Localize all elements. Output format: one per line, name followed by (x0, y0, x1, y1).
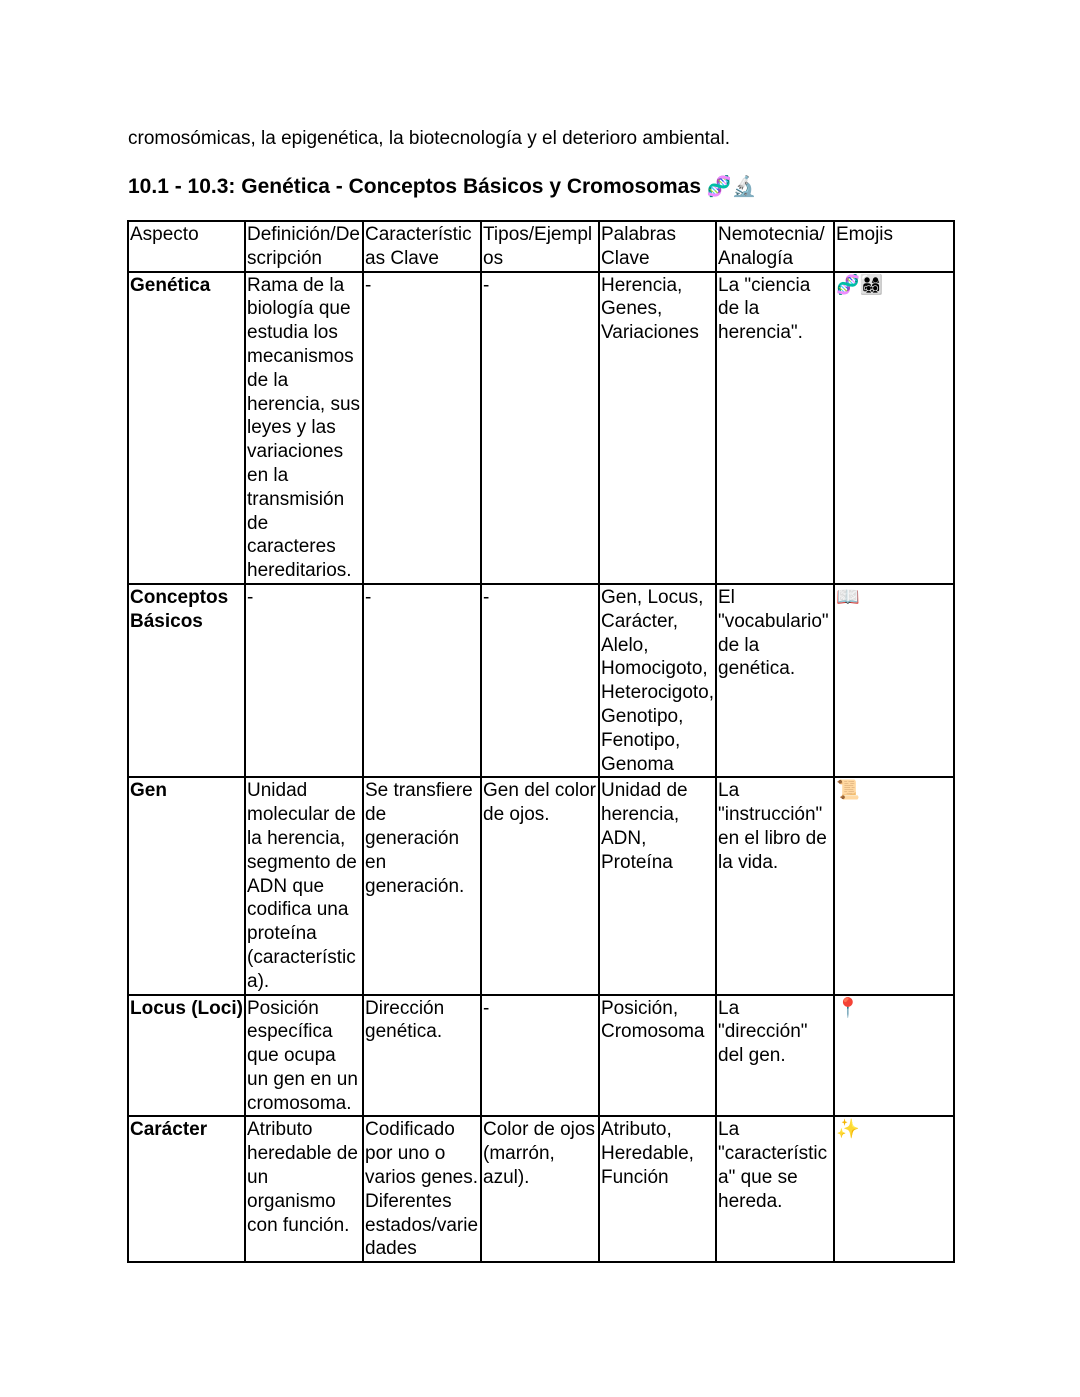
row-keywords: Unidad de herencia, ADN, Proteína (599, 777, 716, 994)
row-examples: Gen del color de ojos. (481, 777, 599, 994)
header-definicion: Definición/Descripción (245, 221, 363, 272)
row-aspect: Carácter (128, 1116, 245, 1262)
header-aspecto: Aspecto (128, 221, 245, 272)
table-row (128, 584, 954, 777)
row-mnemonic: La "instrucción" en el libro de la vida. (716, 777, 834, 994)
row-mnemonic: La "dirección" del gen. (716, 995, 834, 1117)
header-emojis: Emojis (834, 221, 954, 272)
table-row (128, 272, 954, 584)
row-definition: Rama de la biología que estudia los mecanismos de la herencia, sus leyes y las variaciones en la transmisión de caracteres hereditarios. (245, 272, 363, 584)
dna-family-icon: 🧬👨‍👩‍👧‍👦 (834, 272, 954, 584)
row-examples: - (481, 584, 599, 777)
row-aspect: Conceptos Básicos (128, 584, 245, 777)
section-heading (128, 172, 757, 202)
header-palabras: Palabras Clave (599, 221, 716, 272)
table-header-row (128, 221, 954, 272)
table-row (128, 777, 954, 994)
genetics-table (127, 220, 955, 1263)
row-definition: - (245, 584, 363, 777)
row-keywords: Gen, Locus, Carácter, Alelo, Homocigoto, Heterocigoto, Genotipo, Fenotipo, Genoma (599, 584, 716, 777)
row-aspect: Gen (128, 777, 245, 994)
intro-text: cromosómicas, la epigenética, la biotecnología y el deterioro ambiental. (128, 128, 730, 149)
table-row (128, 1116, 954, 1262)
row-keywords: Posición, Cromosoma (599, 995, 716, 1117)
row-features: Dirección genética. (363, 995, 481, 1117)
row-examples: Color de ojos (marrón, azul). (481, 1116, 599, 1262)
row-features: - (363, 272, 481, 584)
table-row (128, 995, 954, 1117)
row-examples: - (481, 272, 599, 584)
scroll-icon: 📜 (834, 777, 954, 994)
header-caracteristicas: Características Clave (363, 221, 481, 272)
row-aspect: Genética (128, 272, 245, 584)
row-definition: Posición específica que ocupa un gen en un cromosoma. (245, 995, 363, 1117)
row-mnemonic: La "característica" que se hereda. (716, 1116, 834, 1262)
dna-microscope-icon: 🧬🔬 (706, 176, 757, 198)
row-features: Codificado por uno o varios genes. Diferentes estados/variedades (363, 1116, 481, 1262)
row-mnemonic: La "ciencia de la herencia". (716, 272, 834, 584)
row-examples: - (481, 995, 599, 1117)
section-title: 10.1 - 10.3: Genética - Conceptos Básicos y Cromosomas (128, 175, 702, 198)
row-features: - (363, 584, 481, 777)
row-aspect: Locus (Loci) (128, 995, 245, 1117)
header-tipos: Tipos/Ejemplos (481, 221, 599, 272)
row-keywords: Atributo, Heredable, Función (599, 1116, 716, 1262)
row-definition: Unidad molecular de la herencia, segmento de ADN que codifica una proteína (característica). (245, 777, 363, 994)
row-definition: Atributo heredable de un organismo con función. (245, 1116, 363, 1262)
sparkles-icon: ✨ (834, 1116, 954, 1262)
pin-icon: 📍 (834, 995, 954, 1117)
row-keywords: Herencia, Genes, Variaciones (599, 272, 716, 584)
header-nemotecnia: Nemotecnia/ Analogía (716, 221, 834, 272)
row-features: Se transfiere de generación en generación. (363, 777, 481, 994)
book-icon: 📖 (834, 584, 954, 777)
row-mnemonic: El "vocabulario" de la genética. (716, 584, 834, 777)
